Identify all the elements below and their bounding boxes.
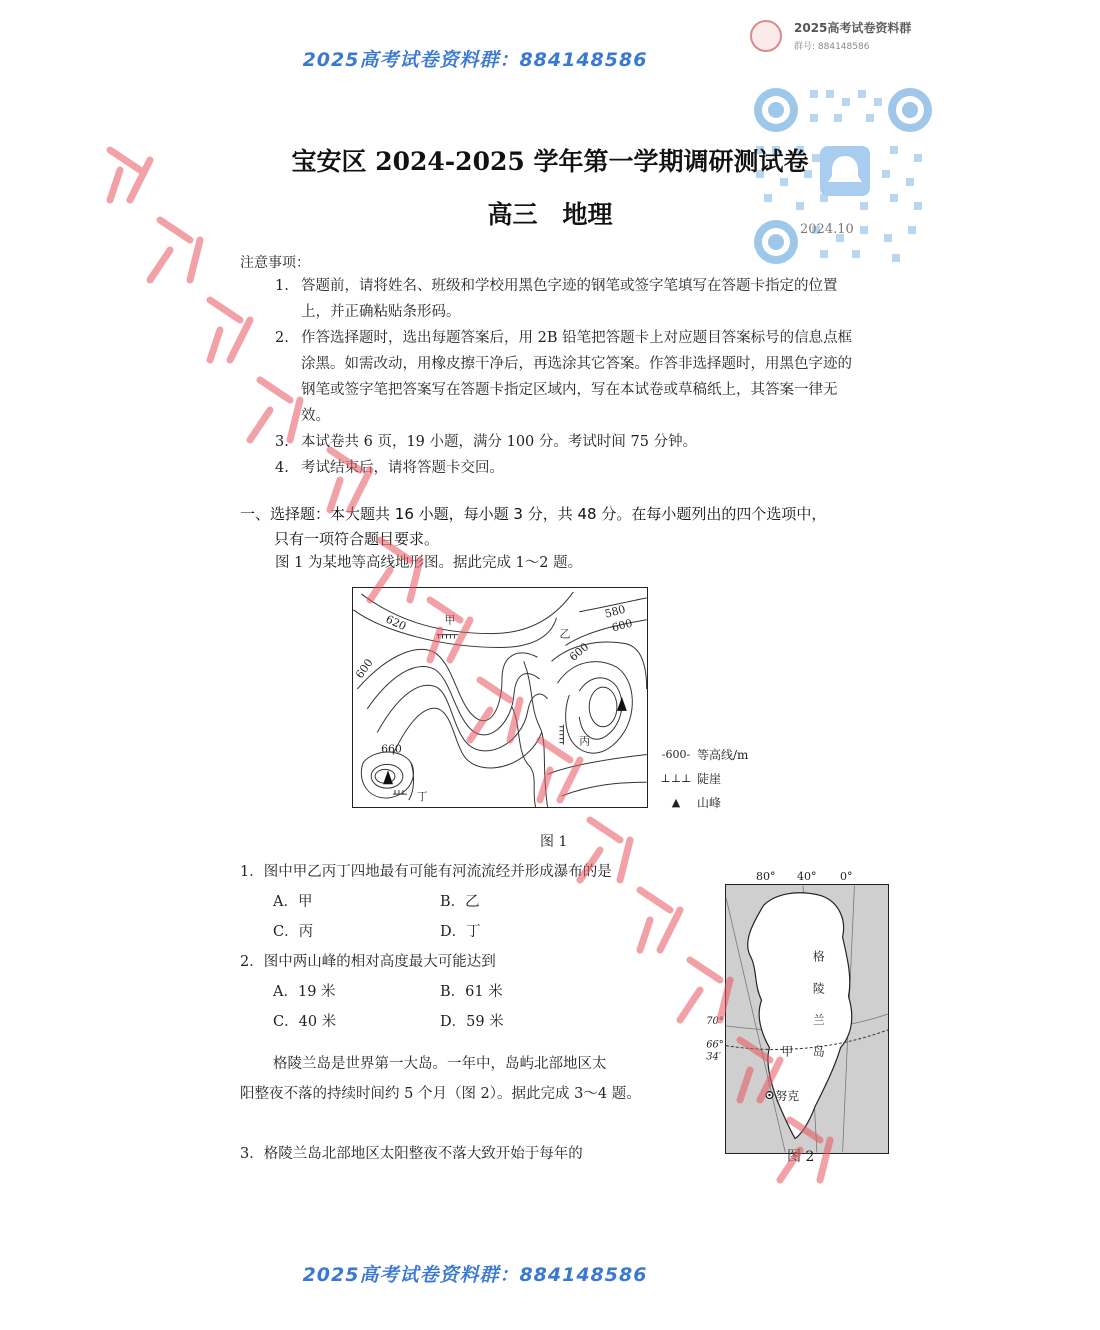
notice-item: 2. 作答选择题时，选出每题答案后，用 2B 铅笔把答题卡上对应题目答案标号的信息点框涂黑。如需改动，用橡皮擦干净后，再选涂其它答案。作答非选择题时，用黑色字迹的钢笔或签字笔把答案写在答题卡指定区域内，写在本试卷或草稿纸上，其答案一律无效。 xyxy=(275,330,853,424)
legend-row-cliff: ⊥⊥⊥ 陡崖 xyxy=(655,767,748,791)
qr-group-name: 2025高考试卷资料群 xyxy=(794,21,912,35)
contour-label-580: 580 xyxy=(603,602,627,621)
notice-list xyxy=(275,273,865,481)
figure1-caption: 图 1 xyxy=(540,834,568,850)
question-1-stem: 1．图中甲乙丙丁四地最有可能有河流流经并形成瀑布的是 xyxy=(240,864,612,880)
figure1-intro: 图 1 为某地等高线地形图。据此完成 1～2 题。 xyxy=(275,555,583,571)
question-1-option-a: A．甲 xyxy=(273,894,313,910)
island-name-char-1: 格 xyxy=(812,949,825,964)
lat-label-34: 34′ xyxy=(706,1051,722,1063)
question-1-option-d: D．丁 xyxy=(440,924,481,940)
contour-line-icon: -600- xyxy=(661,748,691,761)
contour-label-600-top: 600 xyxy=(610,616,634,635)
question-2-option-d: D．59 米 xyxy=(440,1014,504,1030)
place-ding-label: 丁 xyxy=(416,790,428,804)
place-bing-label: 丙 xyxy=(579,734,591,748)
legend-row-peak: ▲ 山峰 xyxy=(655,791,748,815)
notice-item: 3. 本试卷共 6 页，19 小题，满分 100 分。考试时间 75 分钟。 xyxy=(275,434,698,450)
figure2-caption: 图 2 xyxy=(787,1149,815,1165)
question-1-option-b: B．乙 xyxy=(440,894,480,910)
place-yi-label: 乙 xyxy=(559,627,571,641)
island-name-char-3: 兰 xyxy=(812,1012,825,1027)
greenland-map-figure xyxy=(706,884,889,1154)
section-heading xyxy=(240,502,880,552)
place-jia-label: 甲 xyxy=(781,1044,794,1059)
qr-group-number: 群号: 884148586 xyxy=(794,42,870,52)
passage-line-1: 格陵兰岛是世界第一大岛。一年中，岛屿北部地区太 xyxy=(273,1056,607,1072)
exam-date: 2024.10 xyxy=(800,222,854,237)
exam-title: 宝安区 2024-2025 学年第一学期调研测试卷 xyxy=(291,147,809,176)
contour-label-600-right: 600 xyxy=(566,640,592,664)
section-heading-line1: 一、选择题：本大题共 16 小题，每小题 3 分，共 48 分。在每小题列出的四个选项中， xyxy=(240,505,827,523)
notice-heading: 注意事项： xyxy=(240,255,310,271)
lon-label-0: 0° xyxy=(840,870,853,883)
lon-label-40: 40° xyxy=(797,870,817,883)
question-2-option-c: C．40 米 xyxy=(273,1014,337,1030)
legend-row-contour: -600- 等高线/m xyxy=(655,743,748,767)
group-logo-icon xyxy=(750,20,782,52)
lat-label-70: 70° xyxy=(706,1015,724,1027)
contour-label-620: 620 xyxy=(383,612,409,634)
contour-map-figure xyxy=(352,587,648,808)
cliff-icon: ⊥⊥⊥ xyxy=(660,772,692,785)
city-nuuk-label: 努克 xyxy=(775,1089,800,1103)
question-2-stem: 2．图中两山峰的相对高度最大可能达到 xyxy=(240,954,496,970)
contour-legend xyxy=(655,743,748,815)
lon-label-80: 80° xyxy=(756,870,776,883)
notice-item: 4. 考试结束后，请将答题卡交回。 xyxy=(275,460,504,476)
question-1-option-c: C．丙 xyxy=(273,924,314,940)
notice-item: 1. 答题前，请将姓名、班级和学校用黑色字迹的钢笔或签字笔填写在答题卡指定的位置上，并正确粘贴条形码。 xyxy=(275,278,838,320)
section-heading-line2: 只有一项符合题目要求。 xyxy=(274,530,440,548)
question-2-option-a: A．19 米 xyxy=(273,984,336,1000)
question-2-option-b: B．61 米 xyxy=(440,984,503,1000)
place-jia-label: 甲 xyxy=(444,613,456,627)
contour-label-600-left: 600 xyxy=(353,656,376,681)
passage-line-2: 阳整夜不落的持续时间约 5 个月（图 2）。据此完成 3～4 题。 xyxy=(240,1086,641,1102)
qr-card-header xyxy=(742,8,947,68)
question-3-stem: 3．格陵兰岛北部地区太阳整夜不落大致开始于每年的 xyxy=(240,1146,583,1162)
island-name-char-4: 岛 xyxy=(812,1044,825,1059)
contour-label-660: 660 xyxy=(381,742,402,756)
lat-label-66: 66° xyxy=(706,1039,724,1051)
bottom-banner: 2025高考试卷资料群：884148586 xyxy=(302,1264,648,1286)
island-name-char-2: 陵 xyxy=(812,981,825,996)
peak-icon: ▲ xyxy=(671,796,681,809)
top-banner: 2025高考试卷资料群：884148586 xyxy=(302,49,648,71)
exam-subject: 高三 地理 xyxy=(487,200,613,229)
